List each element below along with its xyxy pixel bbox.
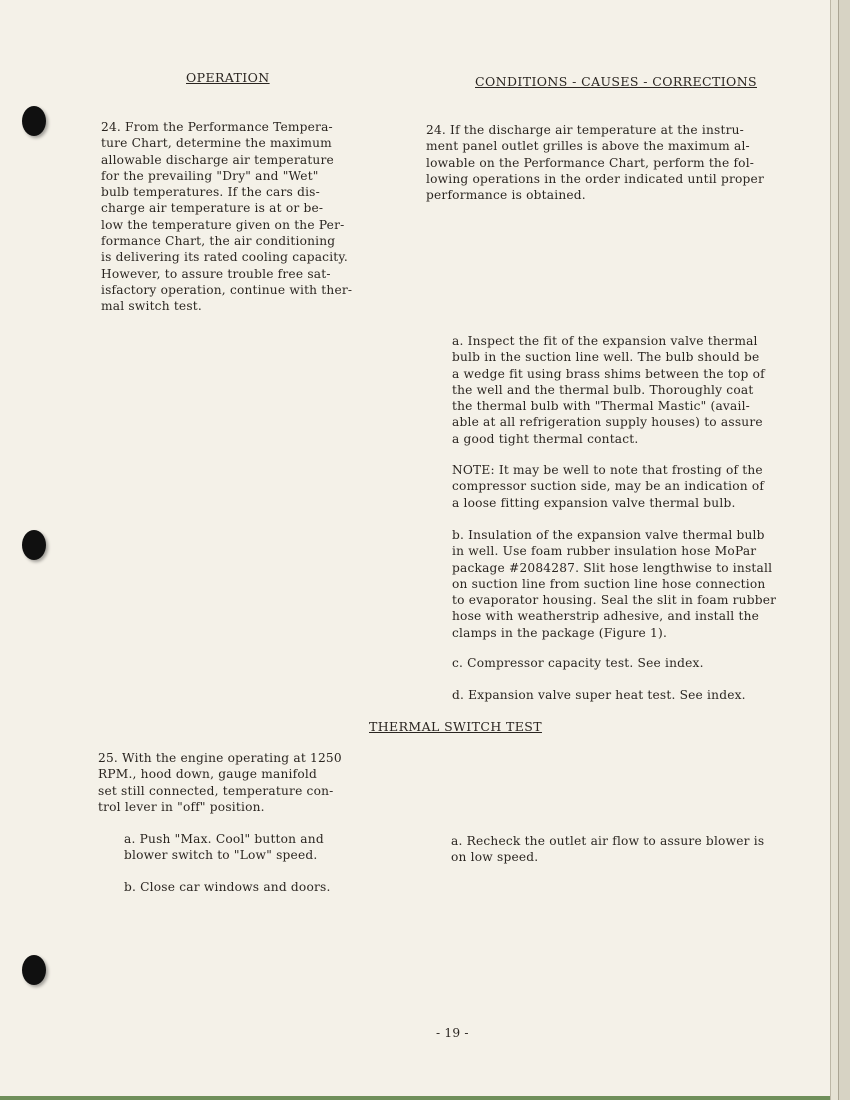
correction-c: c. Compressor capacity test. See index. — [452, 656, 704, 670]
correction-a: a. Inspect the fit of the expansion valve thermal bulb in the suction line well. The bulb should be a wedge fit using brass shims between the top of the well and the thermal bulb. Thoroughly coat the thermal bulb with "Thermal Mastic" (avail- able at all refrigeration supply houses) to assure a good tight thermal contact. — [452, 334, 765, 446]
page-number: - 19 - — [436, 1026, 469, 1040]
correction-b: b. Insulation of the expansion valve thermal bulb in well. Use foam rubber insulation hose MoPar package #2084287. Slit hose lengthwise to install on suction line from suction line hose connection to evaporator housing. Seal the slit in foam rubber hose with weatherstrip adhesive, and install the clamps in the package (Figure 1). — [452, 528, 777, 640]
binder-hole — [22, 106, 46, 136]
binder-hole — [22, 530, 46, 560]
step-24-operation: 24. From the Performance Tempera- ture Chart, determine the maximum allowable discharge air temperature for the prevailing "Dry" and "Wet" bulb temperatures. If the cars dis- charge air temperature is at or be- low the temperature given on the Per- formance Chart, the air conditioning is delivering its rated cooling capacity. However, to assure trouble free sat- isfactory operation, continue with ther- mal switch test. — [101, 120, 353, 314]
column-header-operation: OPERATION — [186, 70, 270, 85]
section-heading-thermal-switch: THERMAL SWITCH TEST — [369, 719, 542, 734]
step-24-condition: 24. If the discharge air temperature at the instru- ment panel outlet grilles is above the maximum al- lowable on the Performance Chart, perform the fol- lowing operations in the order indicated until proper performance is obtained. — [426, 123, 764, 203]
correction-d: d. Expansion valve super heat test. See index. — [452, 688, 746, 702]
column-header-conditions: CONDITIONS - CAUSES - CORRECTIONS — [475, 74, 757, 89]
step-25-a-operation: a. Push "Max. Cool" button and blower switch to "Low" speed. — [124, 832, 324, 863]
note-paragraph: NOTE: It may be well to note that frosting of the compressor suction side, may be an indication of a loose fitting expansion valve thermal bulb. — [452, 463, 765, 510]
step-25-b-operation: b. Close car windows and doors. — [124, 880, 331, 894]
binder-hole — [22, 955, 46, 985]
page-edge — [838, 0, 850, 1100]
step-25-operation: 25. With the engine operating at 1250 RPM., hood down, gauge manifold set still connected, temperature con- trol lever in "off" position. — [98, 751, 342, 814]
step-25-a-correction: a. Recheck the outlet air flow to assure blower is on low speed. — [451, 834, 765, 865]
